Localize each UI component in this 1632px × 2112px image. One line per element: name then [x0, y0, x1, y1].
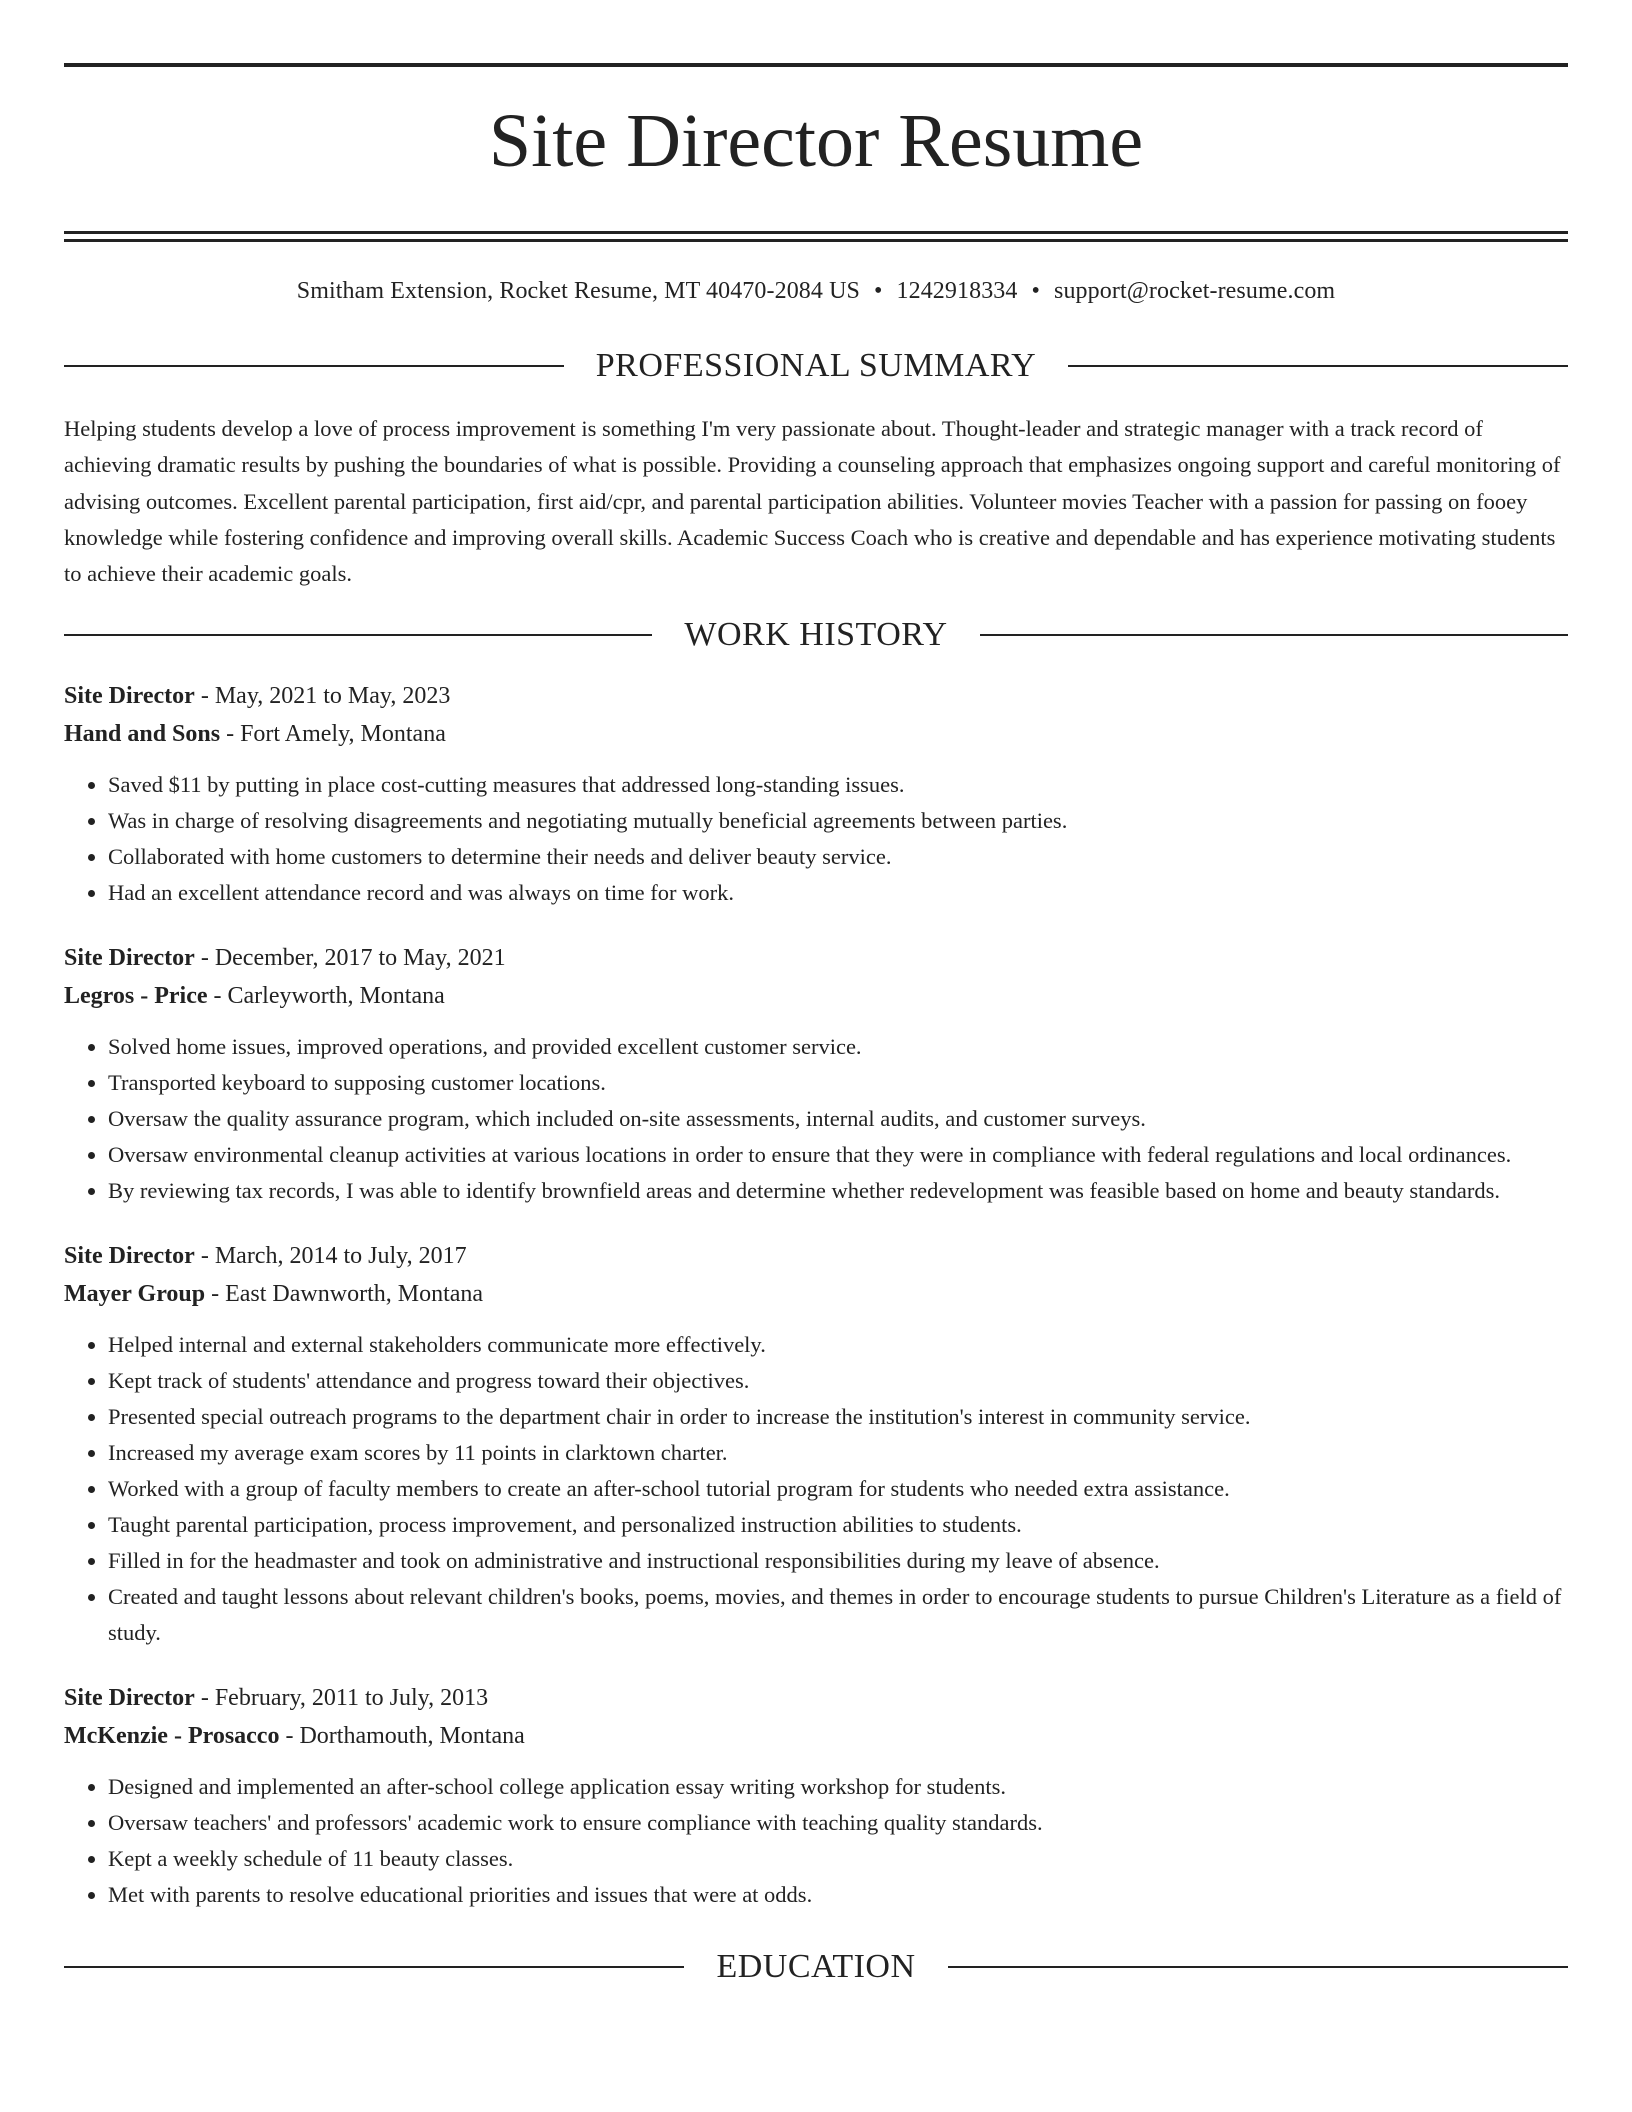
job-company: McKenzie - Prosacco [64, 1722, 280, 1749]
contact-separator: • [1031, 278, 1041, 304]
job-company: Hand and Sons [64, 720, 221, 747]
job-bullet: • Had an excellent attendance record and was always on time for work. [108, 875, 1568, 911]
education-section-title: EDUCATION [716, 1947, 916, 1985]
job-location: - East Dawnworth, Montana [205, 1280, 484, 1307]
job-bullet: • Kept track of students' attendance and progress toward their objectives. [108, 1363, 1568, 1399]
job-dates: - March, 2014 to July, 2017 [194, 1242, 467, 1269]
contact-separator: • [873, 278, 883, 304]
job-bullet: • Taught parental participation, process improvement, and personalized instruction abilities to students. [108, 1507, 1568, 1543]
job-location: - Dorthamouth, Montana [279, 1722, 525, 1749]
resume-page [64, 63, 1568, 1987]
work-history-list [64, 677, 1568, 1913]
contact-email: support@rocket-resume.com [1054, 278, 1336, 304]
section-rule [64, 365, 564, 367]
job-company-line [64, 1275, 1568, 1313]
contact-line [64, 276, 1568, 306]
title-double-rule [64, 231, 1568, 242]
section-rule [64, 1966, 684, 1968]
job-bullet: • By reviewing tax records, I was able to identify brownfield areas and determine whether redevelopment was feasible based on home and beauty standards. [108, 1173, 1568, 1209]
job-dates: - February, 2011 to July, 2013 [194, 1684, 489, 1711]
job-bullet: • Oversaw environmental cleanup activities at various locations in order to ensure that they were in compliance with federal regulations and local ordinances. [108, 1137, 1568, 1173]
job-company-line [64, 977, 1568, 1015]
job-entry [64, 677, 1568, 911]
summary-paragraph: Helping students develop a love of process improvement is something I'm very passionate about. Thought-leader and strategic manager with a track record of achieving dramatic results by pushing the boundaries of what is possible. Providing a counseling approach that emphasizes ongoing support and careful monitoring of advising outcomes. Excellent parental participation, first aid/cpr, and parental participation abilities. Volunteer movies Teacher with a passion for passing on fooey knowledge while fostering confidence and improving overall skills. Academic Success Coach who is creative and dependable and has experience motivating students to achieve their academic goals. [64, 416, 1561, 587]
job-entry [64, 1679, 1568, 1913]
job-bullet: • Increased my average exam scores by 11 points in clarktown charter. [108, 1435, 1568, 1471]
job-bullet: • Oversaw teachers' and professors' academic work to ensure compliance with teaching quality standards. [108, 1805, 1568, 1841]
section-rule [980, 634, 1568, 636]
job-dates: - May, 2021 to May, 2023 [194, 682, 451, 709]
summary-section-header [64, 346, 1568, 386]
job-title: Site Director [64, 944, 195, 971]
summary-section-title: PROFESSIONAL SUMMARY [595, 347, 1037, 384]
top-rule [64, 63, 1568, 67]
job-title-line [64, 1237, 1568, 1275]
contact-address: Smitham Extension, Rocket Resume, MT 40470-2084 US [296, 278, 860, 304]
job-bullet: • Solved home issues, improved operations, and provided excellent customer service. [108, 1029, 1568, 1065]
job-bullet: • Filled in for the headmaster and took on administrative and instructional responsibilities during my leave of absence. [108, 1543, 1568, 1579]
job-bullet: • Was in charge of resolving disagreements and negotiating mutually beneficial agreements between parties. [108, 803, 1568, 839]
job-bullet: • Created and taught lessons about relevant children's books, poems, movies, and themes in order to encourage students to pursue Children's Literature as a field of study. [108, 1579, 1568, 1651]
job-bullet: • Worked with a group of faculty members to create an after-school tutorial program for students who needed extra assistance. [108, 1471, 1568, 1507]
job-bullet: • Designed and implemented an after-school college application essay writing workshop for students. [108, 1769, 1568, 1805]
job-bullet-list [64, 1029, 1568, 1209]
job-dates: - December, 2017 to May, 2021 [194, 944, 506, 971]
job-company: Mayer Group [64, 1280, 206, 1307]
job-bullet: • Presented special outreach programs to the department chair in order to increase the institution's interest in community service. [108, 1399, 1568, 1435]
job-company: Legros - Price [64, 982, 208, 1009]
job-bullet-list [64, 767, 1568, 911]
job-title-line [64, 677, 1568, 715]
job-bullet-list [64, 1327, 1568, 1651]
job-location: - Fort Amely, Montana [220, 720, 446, 747]
job-bullet: • Transported keyboard to supposing customer locations. [108, 1065, 1568, 1101]
work-section-title: WORK HISTORY [684, 615, 948, 653]
job-title: Site Director [64, 1684, 195, 1711]
section-rule [948, 1966, 1568, 1968]
page-title: Site Director Resume [488, 99, 1144, 183]
job-bullet: • Kept a weekly schedule of 11 beauty classes. [108, 1841, 1568, 1877]
job-bullet: • Saved $11 by putting in place cost-cutting measures that addressed long-standing issues. [108, 767, 1568, 803]
job-company-line [64, 1717, 1568, 1755]
job-bullet: • Helped internal and external stakeholders communicate more effectively. [108, 1327, 1568, 1363]
job-entry [64, 1237, 1568, 1651]
job-title-line [64, 1679, 1568, 1717]
job-bullet: • Oversaw the quality assurance program, which included on-site assessments, internal audits, and customer surveys. [108, 1101, 1568, 1137]
job-title: Site Director [64, 682, 195, 709]
education-section-header [64, 1947, 1568, 1987]
job-bullet: • Collaborated with home customers to determine their needs and deliver beauty service. [108, 839, 1568, 875]
job-bullet-list [64, 1769, 1568, 1913]
job-bullet: • Met with parents to resolve educational priorities and issues that were at odds. [108, 1877, 1568, 1913]
contact-phone: 1242918334 [896, 278, 1018, 304]
work-section-header [64, 615, 1568, 655]
job-location: - Carleyworth, Montana [207, 982, 445, 1009]
section-rule [64, 634, 652, 636]
job-title: Site Director [64, 1242, 195, 1269]
section-rule [1068, 365, 1568, 367]
job-title-line [64, 939, 1568, 977]
job-company-line [64, 715, 1568, 753]
job-entry [64, 939, 1568, 1209]
